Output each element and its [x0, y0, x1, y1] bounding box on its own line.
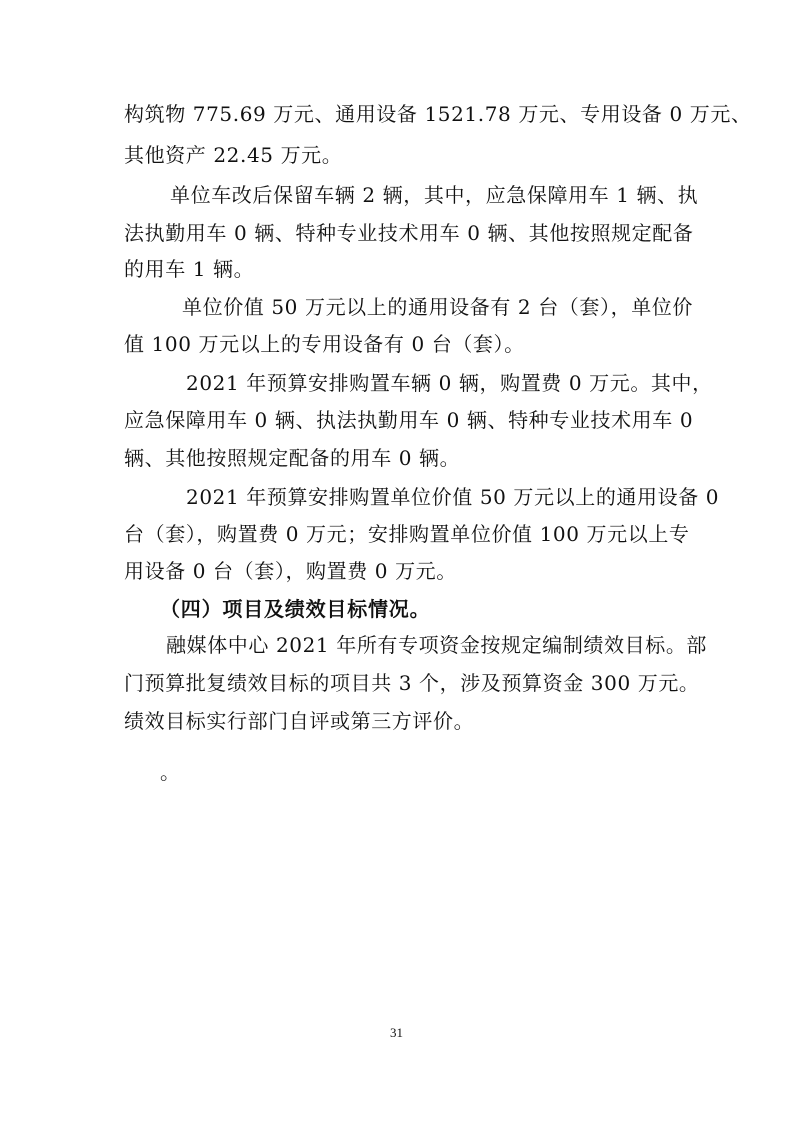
- section-heading: （四）项目及绩效目标情况。: [160, 597, 431, 621]
- body-line: 绩效目标实行部门自评或第三方评价。: [124, 709, 475, 733]
- trailing-mark: 。: [160, 760, 181, 784]
- body-line: 构筑物 775.69 万元、通用设备 1521.78 万元、专用设备 0 万元、: [124, 102, 752, 126]
- body-line: 融媒体中心 2021 年所有专项资金按规定编制绩效目标。部: [166, 633, 708, 657]
- body-line: 的用车 1 辆。: [124, 257, 255, 281]
- body-line: 单位车改后保留车辆 2 辆，其中，应急保障用车 1 辆、执: [170, 183, 699, 207]
- body-line: 门预算批复绩效目标的项目共 3 个，涉及预算资金 300 万元。: [124, 671, 700, 695]
- body-line: 2021 年预算安排购置车辆 0 辆，购置费 0 万元。其中，: [186, 371, 713, 395]
- body-line: 单位价值 50 万元以上的通用设备有 2 台（套），单位价: [182, 295, 694, 319]
- body-line: 台（套），购置费 0 万元；安排购置单位价值 100 万元以上专: [124, 522, 690, 546]
- body-line: 用设备 0 台（套），购置费 0 万元。: [124, 559, 457, 583]
- body-line: 值 100 万元以上的专用设备有 0 台（套）。: [124, 332, 525, 356]
- body-line: 2021 年预算安排购置单位价值 50 万元以上的通用设备 0: [186, 485, 720, 509]
- body-line: 辆、其他按照规定配备的用车 0 辆。: [124, 446, 461, 470]
- body-line: 应急保障用车 0 辆、执法执勤用车 0 辆、特种专业技术用车 0: [124, 408, 694, 432]
- page-number: 31: [390, 1025, 403, 1040]
- body-line: 其他资产 22.45 万元。: [124, 143, 343, 167]
- body-line: 法执勤用车 0 辆、特种专业技术用车 0 辆、其他按照规定配备: [124, 221, 694, 245]
